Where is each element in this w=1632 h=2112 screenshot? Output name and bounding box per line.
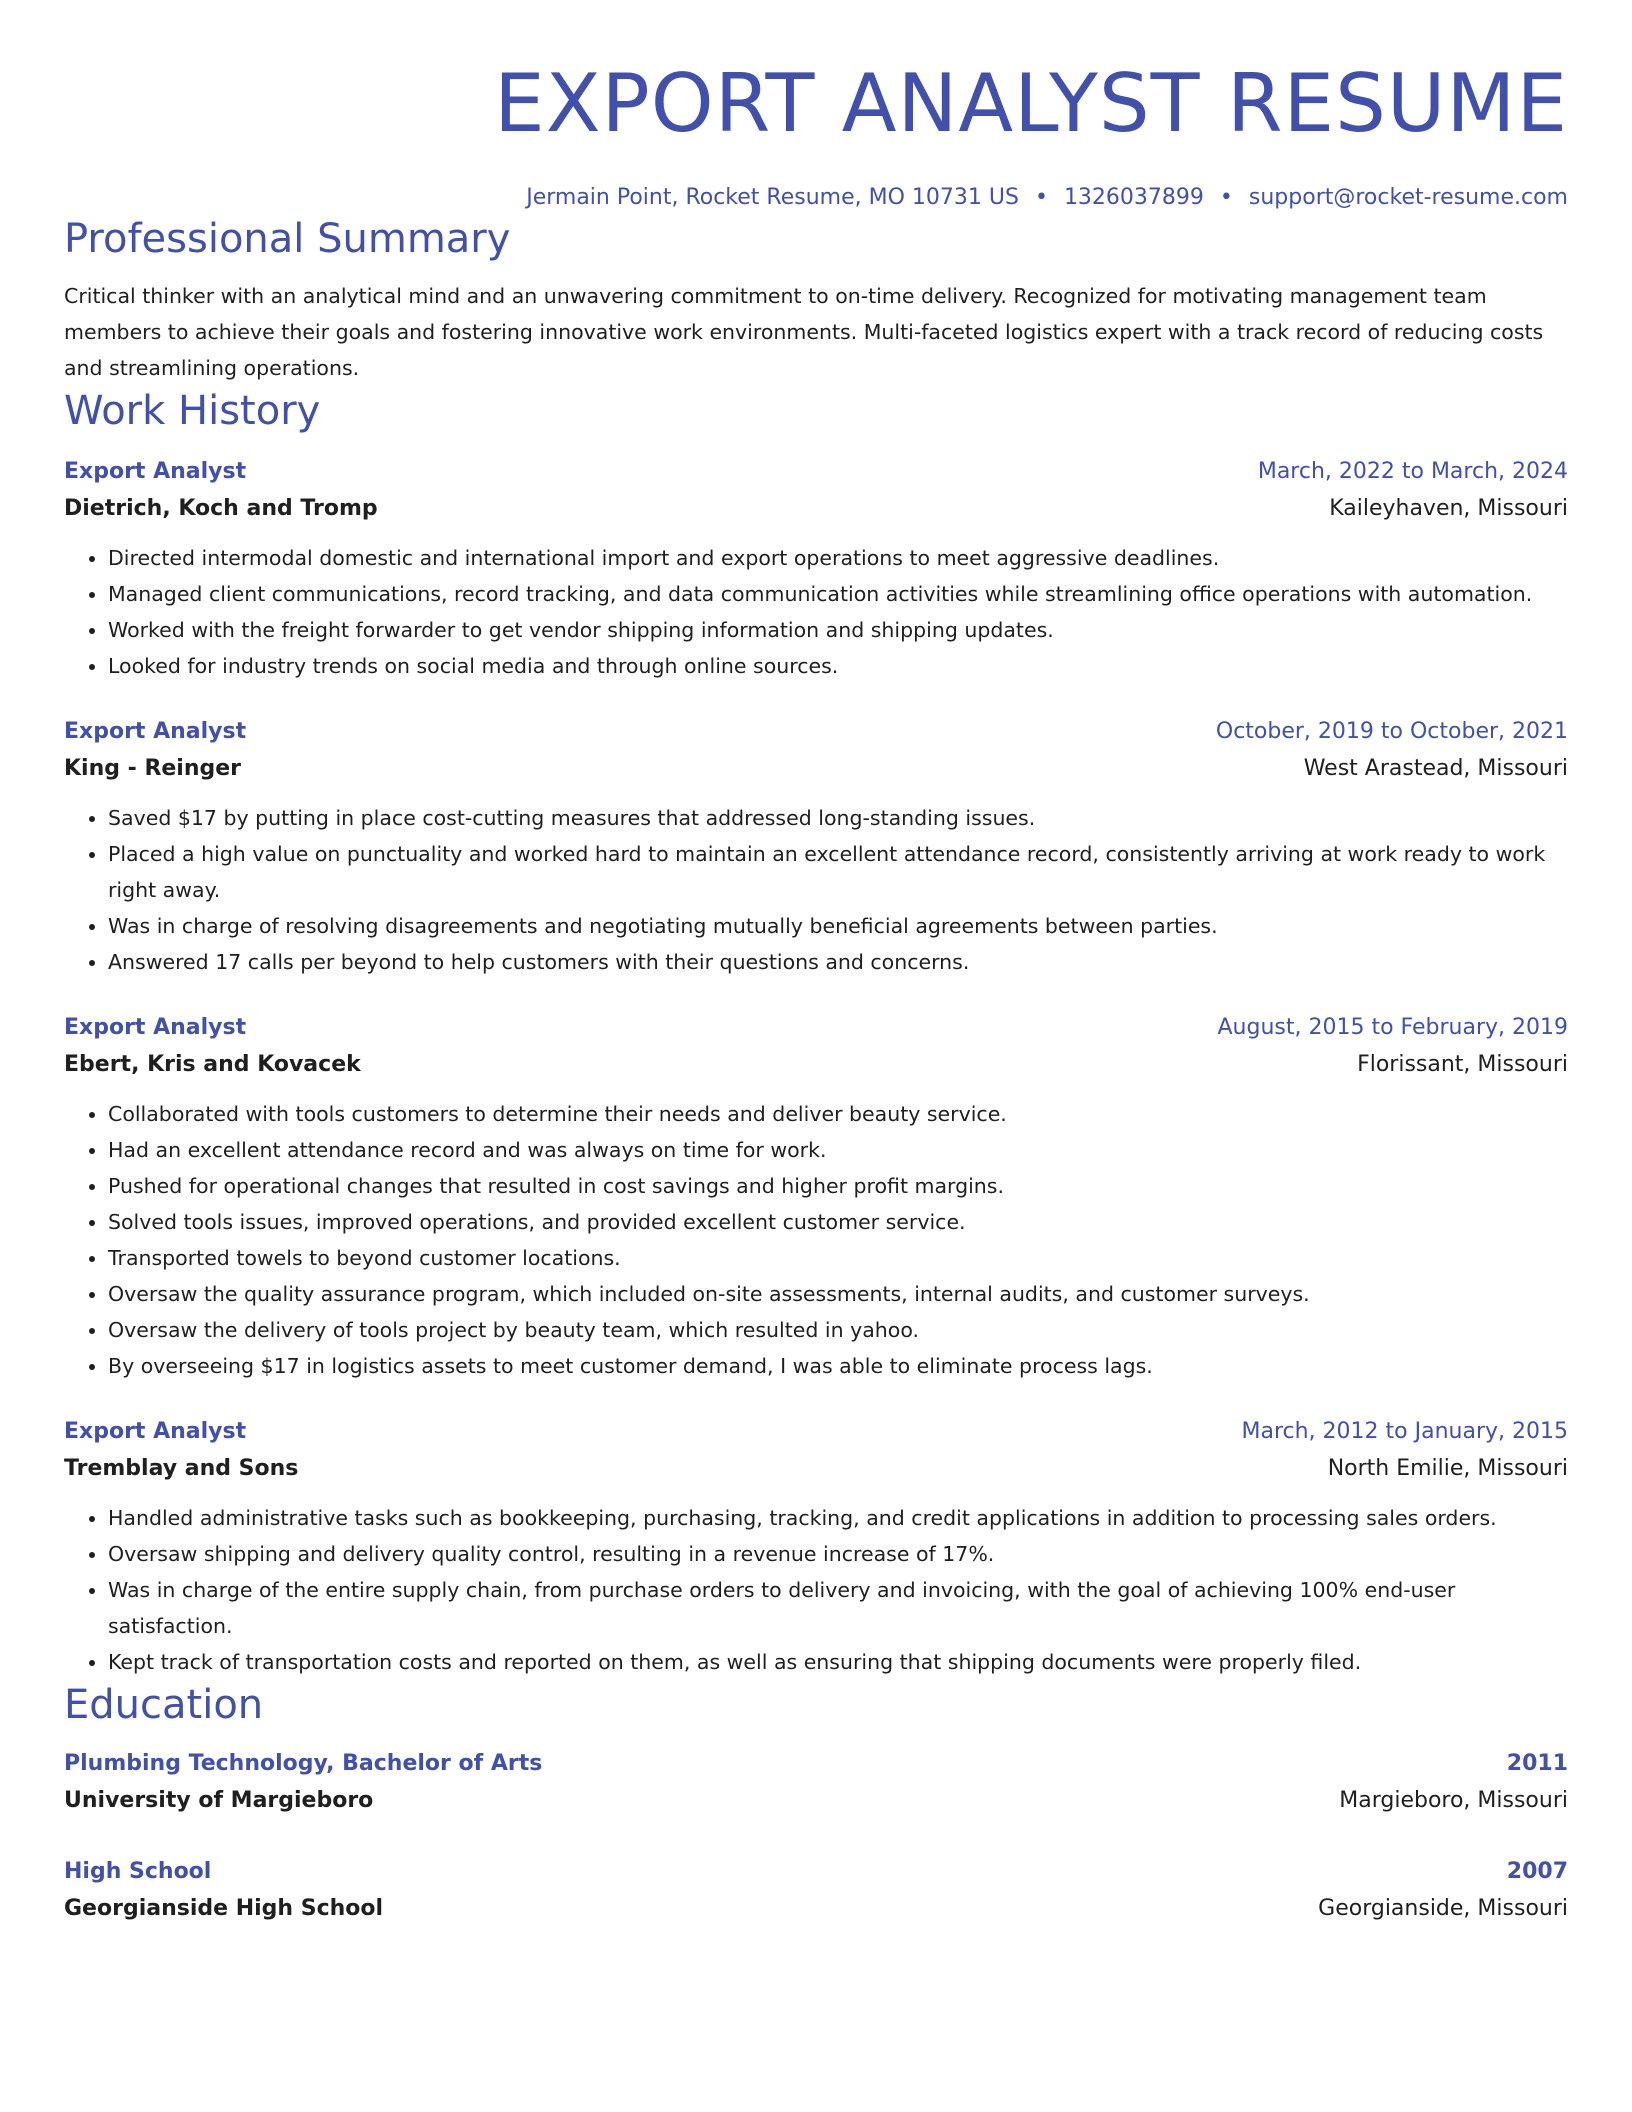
job-dates: October, 2019 to October, 2021 (1215, 719, 1568, 744)
job-location: West Arastead, Missouri (1303, 756, 1568, 781)
education-school: Georgianside High School (64, 1896, 384, 1921)
contact-phone: 1326037899 (1063, 185, 1204, 210)
job-bullet: • Oversaw the delivery of tools project by beauty team, which resulted in yahoo. (108, 1312, 1568, 1348)
job-bullet: • Had an excellent attendance record and was always on time for work. (108, 1132, 1568, 1168)
education-entry (64, 1746, 1568, 1820)
job-bullet: • Oversaw shipping and delivery quality control, resulting in a revenue increase of 17%. (108, 1536, 1568, 1572)
job-company: Ebert, Kris and Kovacek (64, 1052, 361, 1077)
job-entry (64, 454, 1568, 684)
job-bullet: • Managed client communications, record tracking, and data communication activities while streamlining office operations with automation. (108, 576, 1568, 612)
job-location: Kaileyhaven, Missouri (1329, 496, 1568, 521)
education-location: Margieboro, Missouri (1339, 1788, 1568, 1813)
job-bullet: • Handled administrative tasks such as bookkeeping, purchasing, tracking, and credit applications in addition to processing sales orders. (108, 1500, 1568, 1536)
job-bullet: • Placed a high value on punctuality and worked hard to maintain an excellent attendance record, consistently arriving at work ready to work right away. (108, 836, 1568, 908)
job-company: Dietrich, Koch and Tromp (64, 496, 378, 521)
education-year: 2007 (1506, 1859, 1568, 1884)
job-role: Export Analyst (64, 459, 247, 484)
job-bullets (64, 1096, 1568, 1384)
education-entry (64, 1854, 1568, 1928)
job-bullet: • Worked with the freight forwarder to get vendor shipping information and shipping updates. (108, 612, 1568, 648)
education-degree: Plumbing Technology, Bachelor of Arts (64, 1751, 543, 1776)
section-title-summary: Professional Summary (64, 216, 511, 262)
section-title-work-history: Work History (64, 388, 321, 434)
contact-separator: • (1219, 185, 1233, 210)
job-entry (64, 1010, 1568, 1384)
job-bullet: • Answered 17 calls per beyond to help customers with their questions and concerns. (108, 944, 1568, 980)
resume-page (64, 0, 1568, 1928)
education-year: 2011 (1506, 1751, 1568, 1776)
job-bullet: • Collaborated with tools customers to determine their needs and deliver beauty service. (108, 1096, 1568, 1132)
job-dates: August, 2015 to February, 2019 (1217, 1015, 1568, 1040)
job-bullets (64, 540, 1568, 684)
job-company: Tremblay and Sons (64, 1456, 299, 1481)
job-dates: March, 2022 to March, 2024 (1257, 459, 1568, 484)
job-dates: March, 2012 to January, 2015 (1241, 1419, 1568, 1444)
job-entry (64, 714, 1568, 980)
job-bullet: • By overseeing $17 in logistics assets to meet customer demand, I was able to eliminate process lags. (108, 1348, 1568, 1384)
contact-line (64, 182, 1568, 214)
job-location: Florissant, Missouri (1357, 1052, 1568, 1077)
education-degree: High School (64, 1859, 212, 1884)
job-bullets (64, 800, 1568, 980)
job-role: Export Analyst (64, 1015, 247, 1040)
job-entry (64, 1414, 1568, 1680)
contact-separator: • (1034, 185, 1048, 210)
education-school: University of Margieboro (64, 1788, 374, 1813)
job-bullet: • Transported towels to beyond customer locations. (108, 1240, 1568, 1276)
summary-text: Critical thinker with an analytical mind and an unwavering commitment to on-time delivery. Recognized for motivating management team members to achieve their goals and fostering innovative work environments. Multi-faceted logistics expert with a track record of reducing costs and streamlining operations. (64, 284, 1544, 380)
job-bullet: • Kept track of transportation costs and reported on them, as well as ensuring that shipping documents were properly filed. (108, 1644, 1568, 1680)
work-history-list (64, 454, 1568, 1680)
job-bullet: • Directed intermodal domestic and international import and export operations to meet aggressive deadlines. (108, 540, 1568, 576)
job-company: King - Reinger (64, 756, 242, 781)
job-bullet: • Was in charge of the entire supply chain, from purchase orders to delivery and invoicing, with the goal of achieving 100% end-user satisfaction. (108, 1572, 1568, 1644)
job-bullets (64, 1500, 1568, 1680)
job-role: Export Analyst (64, 1419, 247, 1444)
contact-email: support@rocket-resume.com (1248, 185, 1568, 210)
job-location: North Emilie, Missouri (1327, 1456, 1568, 1481)
job-bullet: • Saved $17 by putting in place cost-cutting measures that addressed long-standing issues. (108, 800, 1568, 836)
section-title-education: Education (64, 1682, 264, 1728)
job-bullet: • Oversaw the quality assurance program, which included on-site assessments, internal audits, and customer surveys. (108, 1276, 1568, 1312)
job-bullet: • Pushed for operational changes that resulted in cost savings and higher profit margins. (108, 1168, 1568, 1204)
job-bullet: • Looked for industry trends on social media and through online sources. (108, 648, 1568, 684)
resume-title: EXPORT ANALYST RESUME (494, 57, 1568, 150)
job-bullet: • Was in charge of resolving disagreements and negotiating mutually beneficial agreements between parties. (108, 908, 1568, 944)
education-location: Georgianside, Missouri (1318, 1896, 1568, 1921)
job-bullet: • Solved tools issues, improved operations, and provided excellent customer service. (108, 1204, 1568, 1240)
job-role: Export Analyst (64, 719, 247, 744)
contact-address: Jermain Point, Rocket Resume, MO 10731 US (526, 185, 1019, 210)
